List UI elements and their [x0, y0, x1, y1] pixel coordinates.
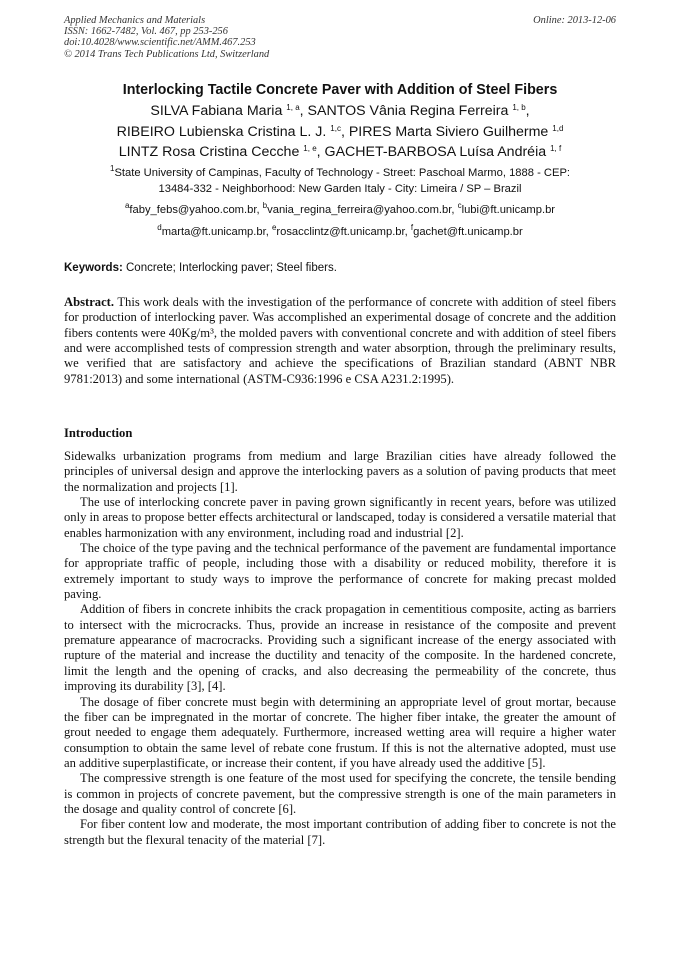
paragraph: The compressive strength is one feature of the most used for specifying the concrete, the tensile bending is common in projects of concrete pavement, but the compressive strength is one of the main parameters in the dosage and quality control of concrete [6].	[64, 771, 616, 816]
email-sup: c	[457, 201, 462, 210]
email-address[interactable]: rosacclintz@ft.unicamp.br	[276, 226, 405, 238]
email-sup: e	[271, 223, 277, 232]
introduction-heading: Introduction	[64, 426, 133, 440]
author-sup: 1, e	[303, 144, 317, 153]
email-sup: f	[410, 223, 414, 232]
affiliation-line-1: State University of Campinas, Faculty of Technology - Street: Paschoal Marmo, 1888 - CEP:	[114, 167, 571, 179]
journal-header	[64, 15, 616, 60]
author-sup: 1,d	[552, 123, 564, 133]
paragraph: Sidewalks urbanization programs from medium and large Brazilian cities have already followed the principles of universal design and approve the interlocking pavers as a solution of paving products that meet the normalization and projects [1].	[64, 449, 616, 494]
email-address[interactable]: vania_regina_ferreira@yahoo.com.br	[267, 204, 452, 216]
author-sup: 1, b	[512, 103, 526, 112]
author-name: PIRES Marta Siviero Guilherme	[348, 123, 549, 140]
email-sup: d	[157, 223, 162, 232]
author-name: LINTZ Rosa Cristina Cecche	[118, 144, 300, 160]
doi-line: doi:10.4028/www.scientific.net/AMM.467.253	[64, 37, 256, 49]
copyright-line: © 2014 Trans Tech Publications Ltd, Switzerland	[64, 48, 270, 60]
paragraph: The dosage of fiber concrete must begin with determining an appropriate level of grout mortar, because the fiber can be impregnated in the mortar of concrete. The higher fiber intake, the greater the amount of grout needed to engage them adequately. Furthermore, increased wetting area will require a higher water consumption to obtain the same level of rebate cone frustum. If this is not the alternative adopted, must use an additive superplastificate, or increase their content, if you have already used the additive [5].	[64, 694, 616, 770]
author-name: SILVA Fabiana Maria	[150, 103, 283, 119]
paper-title: Interlocking Tactile Concrete Paver with Addition of Steel Fibers	[122, 82, 558, 98]
affiliation-line-2: 13484-332 - Neighborhood: New Garden Italy - City: Limeira / SP – Brazil	[158, 182, 522, 195]
email-address[interactable]: lubi@ft.unicamp.br	[461, 204, 556, 216]
email-sup: b	[262, 201, 268, 210]
author-sup: 1,c	[330, 123, 341, 133]
author-list	[64, 101, 616, 163]
introduction-body	[64, 449, 616, 848]
keywords	[64, 261, 616, 275]
abstract-label: Abstract.	[64, 295, 115, 309]
email-line-2: $^d$marta@ft.unicamp.br, $^e$rosacclintz@ft.unicamp.br, $^f$gachet@ft.unicamp.br	[157, 223, 523, 238]
keywords-label: Keywords:	[64, 262, 123, 274]
paragraph: Addition of fibers in concrete inhibits the crack propagation in cementitious composite, acting as barriers to intersect with the microcracks. Thus, provide an increase in resistance of the composite and prevent premature appearance of macrocracks. Providing such a significant increase of the energy associated with rupture of the material and increase the ductility and tenacity of the composite. In the hardened concrete, limit the length and the opening of cracks, and also decreasing the permeability of the concrete, thus improving its durability [3], [4].	[64, 602, 616, 694]
author-sup: 1, a	[286, 103, 300, 112]
affiliation	[64, 166, 616, 197]
author-name: RIBEIRO Lubienska Cristina L. J.	[116, 123, 327, 140]
author-line-3: LINTZ Rosa Cristina Cecche $^{1, e}$, GACHET-BARBOSA Luísa Andréia $^{1, f}$	[118, 144, 562, 160]
author-line-2: RIBEIRO Lubienska Cristina L. J. $^{1,c}$, PIRES Marta Siviero Guilherme $^{1,d}$	[116, 123, 564, 140]
author-name: GACHET-BARBOSA Luísa Andréia	[324, 144, 547, 160]
email-line-1: $^a$faby_febs@yahoo.com.br, $^b$vania_regina_ferreira@yahoo.com.br, $^c$lubi@ft.unicamp.br	[124, 201, 556, 216]
paragraph: The use of interlocking concrete paver in paving grown significantly in recent years, before was utilized only in areas to propose better effects architectural or landscaped, today is considered a versatile material that enables harmonization with any environment, including road and industrial [2].	[64, 495, 616, 540]
paragraph: For fiber content low and moderate, the most important contribution of adding fiber to concrete is not the strength but the flexural tenacity of the material [7].	[64, 817, 616, 847]
email-address[interactable]: gachet@ft.unicamp.br	[413, 226, 523, 238]
email-address[interactable]: faby_febs@yahoo.com.br	[129, 204, 257, 216]
affiliation-sup: 1	[109, 164, 115, 173]
author-name: SANTOS Vânia Regina Ferreira	[307, 103, 509, 119]
email-sup: a	[124, 201, 130, 210]
paragraph: The choice of the type paving and the technical performance of the pavement are fundamental importance for appropriate traffic of people, including those with a disability or reduced mobility, therefore it is extremely important to study ways to improve the performance of concrete for making precast molded paving.	[64, 541, 616, 602]
author-sup: 1, f	[550, 144, 562, 153]
keywords-text: Concrete; Interlocking paver; Steel fibers.	[122, 262, 337, 274]
issn-line: ISSN: 1662-7482, Vol. 467, pp 253-256	[64, 26, 228, 38]
email-address[interactable]: marta@ft.unicamp.br	[161, 226, 266, 238]
abstract	[64, 295, 616, 387]
online-date: Online: 2013-12-06	[533, 15, 616, 26]
author-line-1: SILVA Fabiana Maria $^{1, a}$, SANTOS Vânia Regina Ferreira $^{1, b}$,	[150, 103, 530, 119]
abstract-text: This work deals with the investigation of the performance of concrete with addition of steel fibers for production of interlocking paver. Was accomplished an experimental dosage of concrete and the addition fibers contents were 40Kg/m³, the molded pavers with conventional concrete and with addition of steel fibers and were accomplished tests of compression strength and water absorption, through the preliminary results, we verified that are satisfactory and achieve the specifications of Brazilian standard (ABNT NBR 9781:2013) and some international (ASTM-C936:1996 e CSA A231.2:1995).	[64, 295, 616, 386]
journal-name: Applied Mechanics and Materials	[64, 15, 206, 26]
